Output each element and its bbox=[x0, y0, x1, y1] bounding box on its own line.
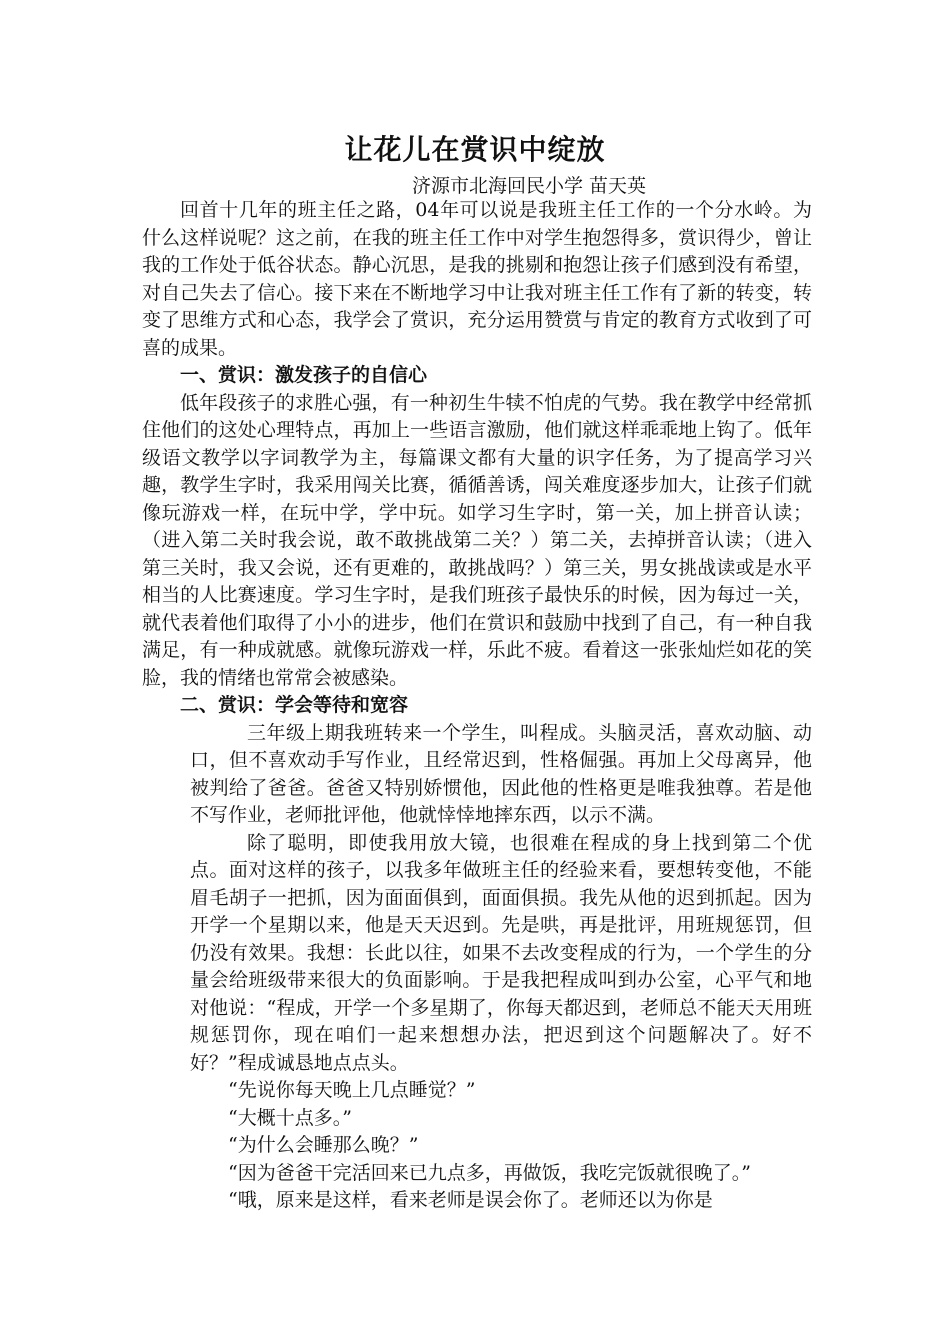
dialogue-line: “因为爸爸干完活回来已九点多，再做饭，我吃完饭就很晚了。” bbox=[228, 1161, 751, 1184]
section-2-paragraph: 三年级上期我班转来一个学生，叫程成。头脑灵活，喜欢动脑、动口，但不喜欢动手写作业，且经常迟到，性格倔强。再加上父母离异，他被判给了爸爸。爸爸又特别娇惯他，因此他的性格更是唯我独尊。若是他不写作业，老师批评他，他就悻悻地摔东西，以示不满。 bbox=[190, 721, 812, 826]
intro-paragraph: 回首十几年的班主任之路，04年可以说是我班主任工作的一个分水岭。为什么这样说呢？这之前，在我的班主任工作中对学生抱怨得多，赏识得少，曾让我的工作处于低谷状态。静心沉思，是我的挑剔和抱怨让孩子们感到没有希望，对自己失去了信心。接下来在不断地学习中让我对班主任工作有了新的转变，转变了思维方式和心态，我学会了赏识，充分运用赞赏与肯定的教育方式收到了可喜的成果。 bbox=[142, 199, 812, 359]
section-2-block bbox=[190, 720, 812, 1215]
document-title: 让花儿在赏识中绽放 bbox=[344, 133, 606, 166]
dialogue-line: “哦，原来是这样，看来老师是误会你了。老师还以为你是 bbox=[228, 1189, 713, 1211]
document-body bbox=[142, 197, 812, 1215]
section-heading-2: 二、赏识：学会等待和宽容 bbox=[180, 694, 409, 716]
section-1-paragraph: 低年段孩子的求胜心强，有一种初生牛犊不怕虎的气势。我在教学中经常抓住他们的这处心理特点，再加上一些语言激励，他们就这样乖乖地上钩了。低年级语文教学以字词教学为主，每篇课文都有大量的识字任务，为了提高学习兴趣，教学生字时，我采用闯关比赛，循循善诱，闯关难度逐步加大，让孩子们就像玩游戏一样，在玩中学，学中玩。如学习生字时，第一关，加上拼音认读；（进入第二关时我会说，敢不敢挑战第二关？）第二关，去掉拼音认读；（进入第三关时，我又会说，还有更难的，敢挑战吗？）第三关，男女挑战读或是水平相当的人比赛速度。学习生字时，是我们班孩子最快乐的时候，因为每过一关，就代表着他们取得了小小的进步，他们在赏识和鼓励中找到了自己，有一种自我满足，有一种成就感。就像玩游戏一样，乐此不疲。看着这一张张灿烂如花的笑脸，我的情绪也常常会被感染。 bbox=[142, 391, 812, 689]
author-line: 济源市北海回民小学 苗天英 bbox=[412, 175, 647, 197]
section-2-paragraph: 除了聪明，即使我用放大镜，也很难在程成的身上找到第二个优点。面对这样的孩子，以我多年做班主任的经验来看，要想转变他，不能眉毛胡子一把抓，因为面面俱到，面面俱损。我先从他的迟到抓起。因为开学一个星期以来，他是天天迟到。先是哄，再是批评，用班规惩罚，但仍没有效果。我想：长此以往，如果不去改变程成的行为，一个学生的分量会给班级带来很大的负面影响。于是我把程成叫到办公室，心平气和地对他说：“程成，开学一个多星期了，你每天都迟到，老师总不能天天用班规惩罚你，现在咱们一起来想想办法，把迟到这个问题解决了。好不好？”程成诚恳地点点头。 bbox=[190, 831, 812, 1074]
dialogue-line: “大概十点多。” bbox=[228, 1106, 352, 1129]
section-heading-1: 一、赏识：激发孩子的自信心 bbox=[180, 364, 428, 386]
dialogue-line: “为什么会睡那么晚？” bbox=[228, 1134, 419, 1156]
dialogue-line: “先说你每天晚上几点睡觉？” bbox=[228, 1079, 476, 1101]
